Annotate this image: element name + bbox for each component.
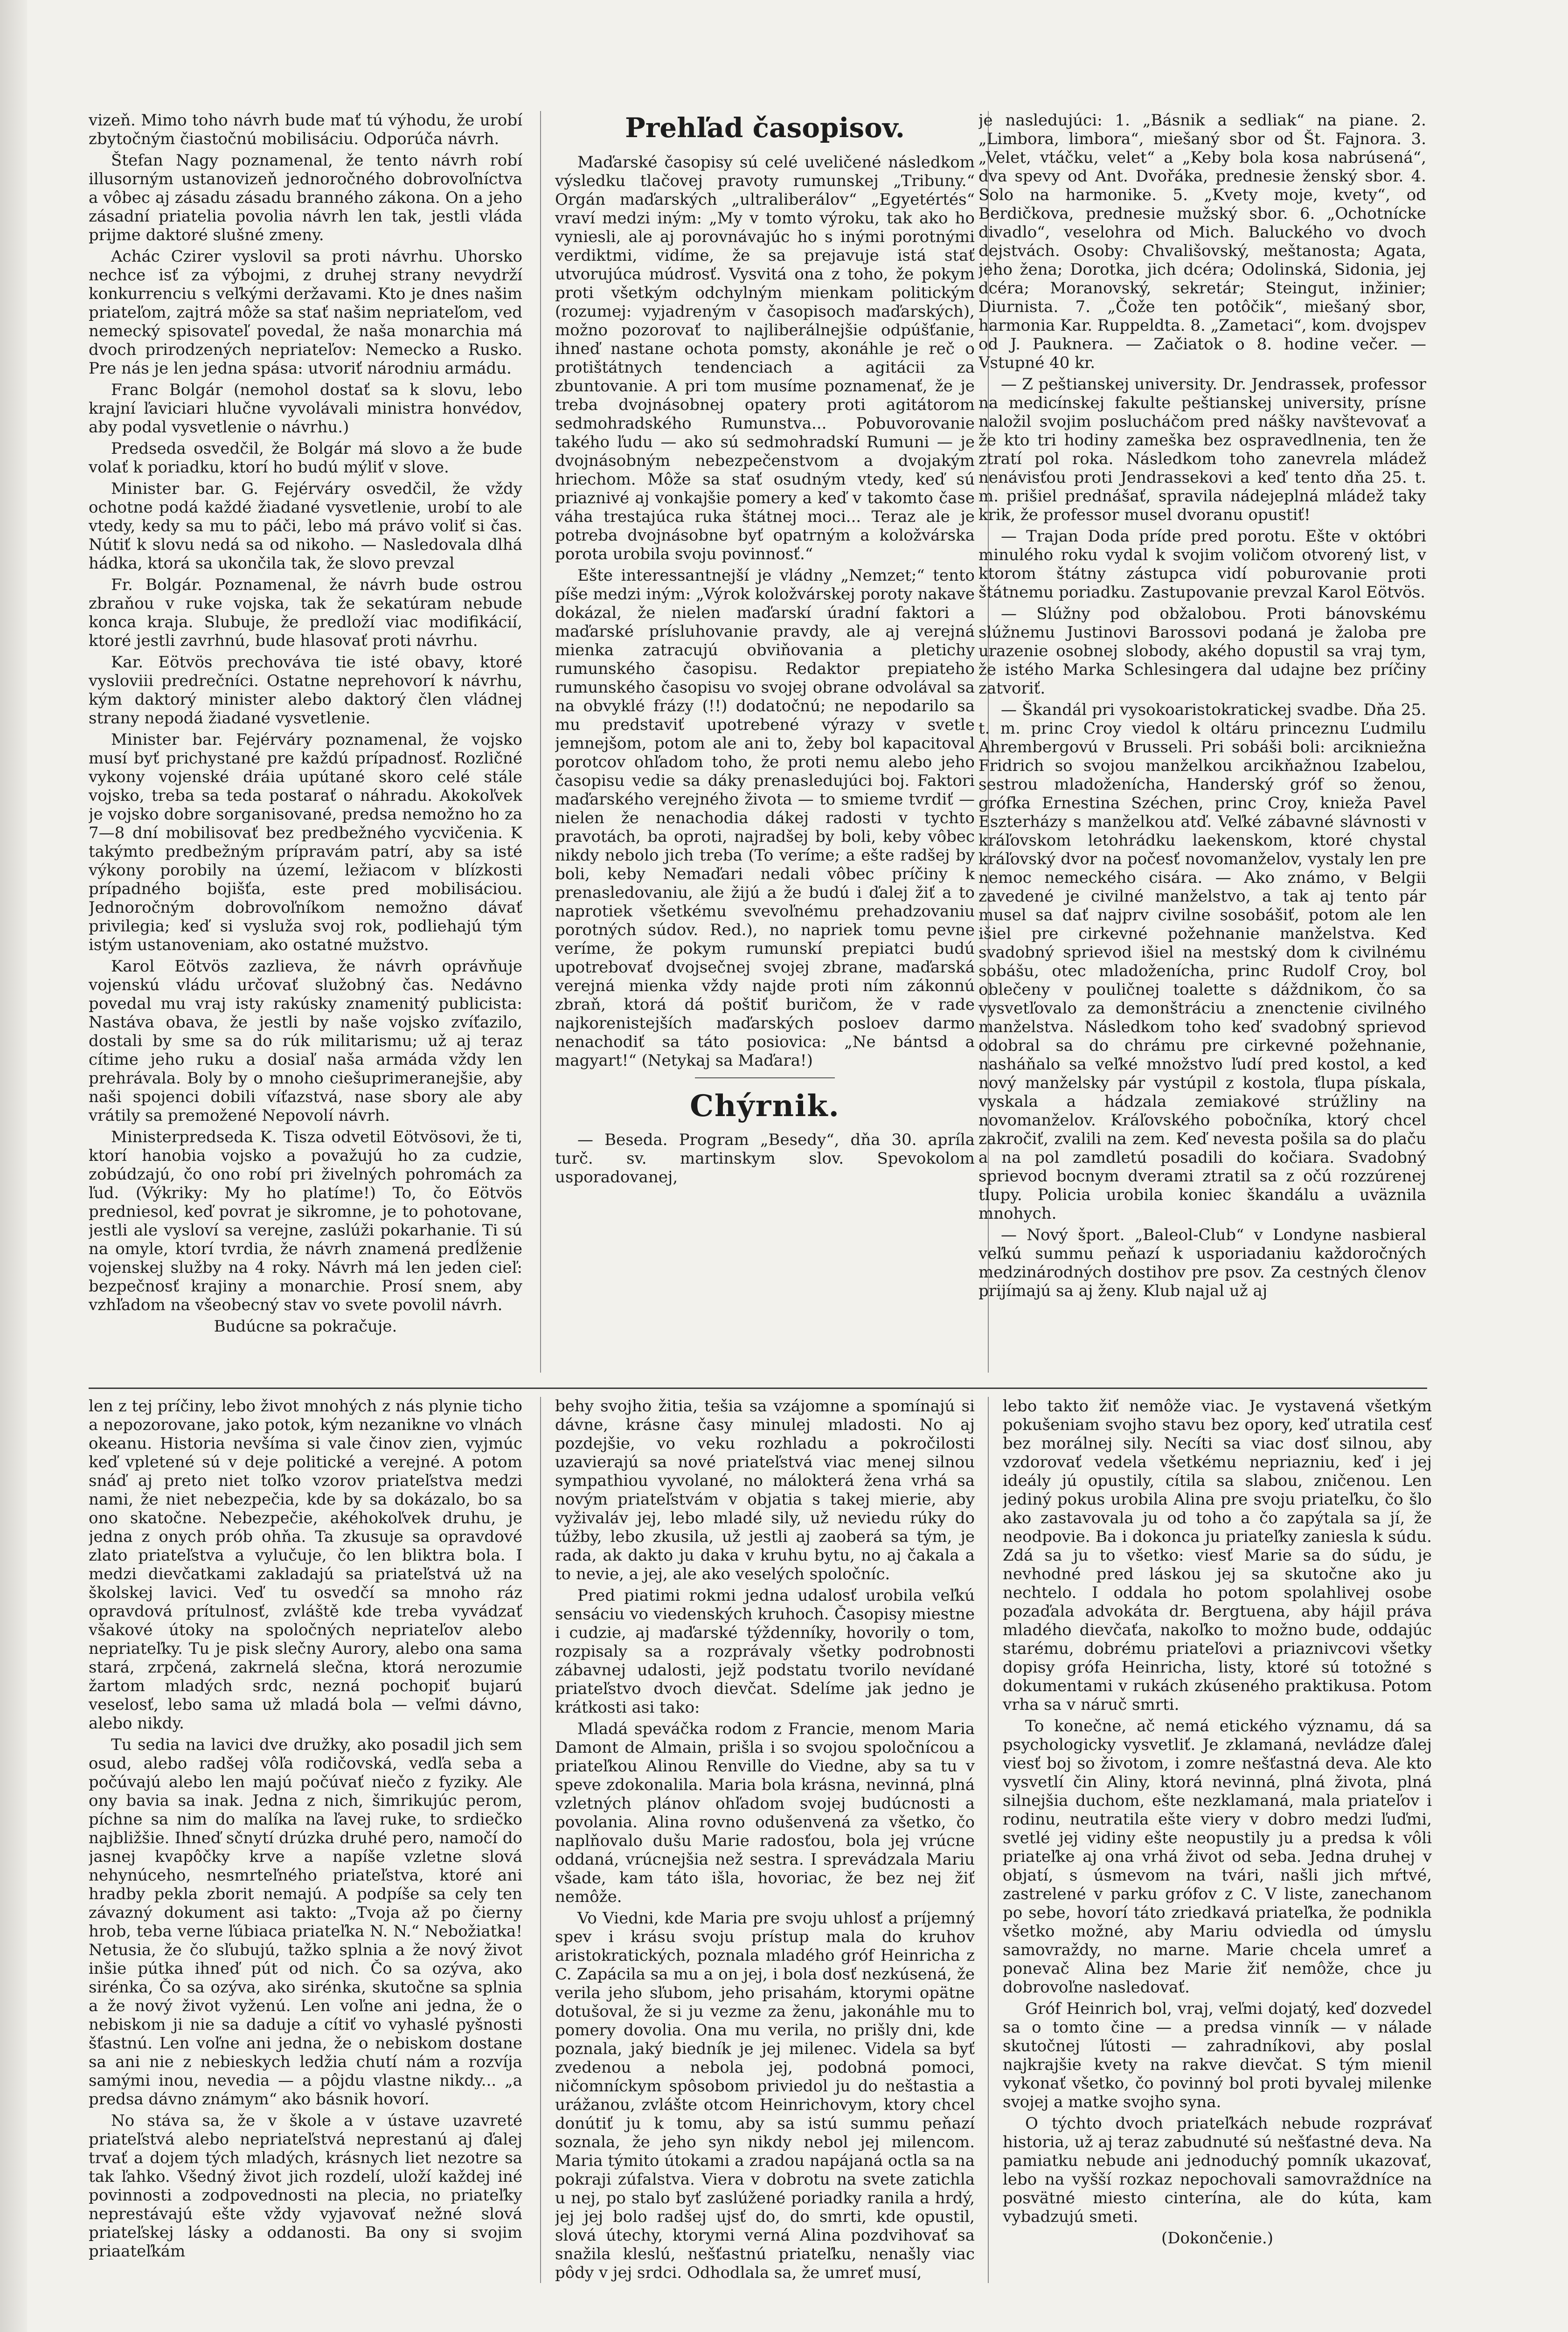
paragraph: Štefan Nagy poznamenal, že tento návrh robí illusorným ustanovizeň jednoročného dobrovoľníctva a vôbec aj zásadu zásadu branného zákona. On a jeho zásadní priatelia povolia návrh len tak, jestli vláda prijme daktoré slušné zmeny. [89,151,522,244]
paragraph: Franc Bolgár (nemohol dostať sa k slovu, lebo krajní ľaviciari hlučne vyvolávali ministra honvédov, aby podal vysvetlenie o návrhu.) [89,381,522,437]
paragraph: Achác Czirer vyslovil sa proti návrhu. Uhorsko nechce isť za výbojmi, z druhej strany nevydrží konkurrenciu s veľkými deržavami. Kto je dnes našim priateľom, zajtrá môže sa stať našim nepriateľom, ved nemecký spisovateľ povedal, že naša monarchia má dvoch prirodzených nepriateľov: Nemecko a Rusko. Pre nás je len jedna spása: utvoriť národniu armádu. [89,247,522,378]
paragraph: lebo takto žiť nemôže viac. Je vystavená všetkým pokušeniam svojho stavu bez opory, keď utratila cesť bez morálnej sily. Necíti sa viac dosť silnou, aby vzdorovať vedela všetkému nepriazniu, keď i jej ideály jú opustily, cítila sa slabou, zničenou. Len jediný pokus urobila Alina pre svoju priateľku, čo šlo ako zastavovala ju od toho a čo zapýtala sa jí, že neodpovie. Ba i dokonca ju priateľky zaniesla k súdu. Zdá sa ju to všetko: viesť Marie sa do súdu, je nevhodné pred láskou jej sa skutočne ako ju nechtelo. I oddala ho potom spolahlivej osobe pozaďala advokáta dr. Bergtuena, aby hájil práva mladého dievčaťa, nakoľko to možno bude, oddajúc starému, dobrému priateľovi a priaznivcovi všetky dopisy grófa Heinricha, listy, ktoré sú totožné s dokumentami v rukách zkúseného praktikusa. Potom vrha sa v náruč smrti. [1003,1397,1432,1714]
paragraph: — Z peštianskej university. Dr. Jendrassek, professor na medicínskej fakulte peštianskej university, prísne naložil svojim poslucháčom pred nášky navštevovať a že kto tri hodiny zameška bez ospravedlnenia, ten že ztratí pol roka. Následkom toho zanevrela mládež nenávisťou proti Jendrassekovi a keď tento dňa 25. t. m. prišiel prednášať, spravila nádejeplná mládež taky krik, že professor musel dvoranu opustiť! [978,375,1426,524]
column-rule [540,111,541,1373]
paragraph: — Beseda. Program „Besedy“, dňa 30. apríla turč. sv. martinskym slov. Spevokolom usporadovanej, [555,1131,975,1187]
paragraph: vizeň. Mimo toho návrh bude mať tú výhodu, že urobí zbytočným čiastočnú mobilisáciu. Odporúča návrh. [89,111,522,148]
paragraph: Pred piatimi rokmi jedna udalosť urobila veľkú sensáciu vo viedenských kruhoch. Časopisy miestne i cudzie, aj maďarské týždenníky, hovorily o tom, rozpisaly sa a rozprávaly všetky podrobnosti zábavnej udalosti, jejž podstatu tvorilo nevídané priateľstvo dvoch dievčat. Sdelíme jak jedno je krátkosti asi tako: [555,1586,975,1717]
column-rule [988,1397,989,2283]
paragraph: — Škandál pri vysokoaristokratickej svadbe. Dňa 25. t. m. princ Croy viedol k oltáru princeznu Ľudmilu Ahrembergovú v Brusseli. Pri sobáši boli: arcikniežna Fridrich so svojou manželkou arcikňažnou Izabelou, sestrou mladoženícha, Handerský gróf so ženou, grófka Ernestina Széchen, princ Croy, knieža Pavel Eszterházy s manželkou atď. Veľké zábavné slávnosti v kráľovskom letohrádku laekenskom, ktoré chystal kráľovský dvor na počesť novomanželov, vystaly len pre nemoc nemeckého cisára. — Ako známo, v Belgii zavedené je civilné manželstvo, a tak aj tento pár musel sa dať najprv civilne sosobášiť, potom ale len išiel pre cirkevné požehnanie manželstva. Keď svadobný sprievod išiel na mestský dom k civilnému sobášu, otec mladoženícha, princ Rudolf Croy, bol oblečeny v pouličnej toalette s dáždnikom, čo sa vysvetľovalo za demonštráciu a znenctenie civilného manželstva. Následkom toho keď svadobný sprievod odobral sa do chrámu pre cirkevné požehnanie, nasháňalo sa veľké množstvo ľudí pred kostol, a keď nový manželsky pár vystúpil z kostola, ťlupa pískala, vyskala a hádzala zemiakové strúžliny na novomanželov. Kráľovského pobočníka, ktorý chcel zakročiť, zvalili na zem. Keď nevesta pošila sa do plaču a na pol zamdletú posadili do kočiara. Svadobný sprievod bocnym dverami ztratil sa z očú rozzúrenej tlupy. Policia urobila koniec škandálu a uväznila mnohych. [978,701,1426,1223]
scan-edge [0,0,27,2332]
paragraph: behy svojho žitia, tešia sa vzájomne a spomínajú si dávne, krásne časy minulej mladosti. No aj pozdejšie, vo veku rozhladu a pokročilosti uzavierajú sa nové priateľstvá viac menej silnou sympathiou vyvolané, no málokterá žena vrhá sa novým priateľstvám v objatia s takej mierie, aby vyživaláv jej, lebo mladé sily, už neviedu rúky do túžby, lebo zkusila, už jestli aj zaoberá sa tým, je rada, ak dakto ju daka v kruhu bytu, no aj čakala a to nevie, a jej, ale ako veselých spoločníc. [555,1397,975,1583]
section-divider [695,1077,835,1078]
paragraph: Budúcne sa pokračuje. [214,1317,397,1336]
paragraph: Maďarské časopisy sú celé uveličené následkom výsledku tlačovej pravoty rumunskej „Tribuny.“ Orgán maďarských „ultraliberálov“ „Egyetértés“ vraví medzi iným: „My v tomto výroku, tak ako ho vyniesli, ale aj porovnávajúc ho s inými porotnými verdiktmi, vidíme, že sa prejavuje istá stať utvorujúca múdrosť. Vysvitá ona z toho, že pokym proti všetkým odchylným mienkam politickým (rozumej: vyjadreným v časopisoch maďarských), možno pozorovať to najliberálnejšie odpúšťanie, ihneď nastane ochota pomsty, akonáhle je reč o protištátnych tendenciach a agitácii za zbuntovanie. A pri tom musíme poznamenať, že je treba dvojnásobnej opatery proti agitátorom sedmohradského Rumunstva... Pobuvorovanie takého ľudu — ako sú sedmohradskí Rumuni — je dvojnásobným nebezpečenstvom a dvojakým hriechom. Môže sa stať osudným vtedy, keď sú priaznivé aj vonkajšie pomery a keď v takomto čase váha trestajúca ruka štátnej moci... Teraz ale je potreba dvojnásobne byť opatrným a koložvárska porota urobila svoju povinnosť.“ [555,153,975,563]
paragraph: Kar. Eötvös prechováva tie isté obavy, ktoré vysloviii predrečníci. Ostatne neprehovorí k návrhu, kým daktorý minister alebo daktorý člen vládnej strany nepodá žiadané vysvetlenie. [89,653,522,728]
parliament-report-column [89,111,522,1373]
paragraph: No stáva sa, že v škole a v ústave uzavreté priateľstvá alebo nepriateľstvá neprestanú aj ďalej trvať a dojem tých mladých, krásnych liet nezotre sa tak ľahko. Všedný život jich rozdelí, uloží každej iné povinnosti a zodpovednosti na plecia, no priateľky neprestávajú ešte vždy vyjavovať nežné slová priateľskej lásky a oddanosti. Ba ony si svojim priaateľkám [89,2111,522,2261]
paragraph: O týchto dvoch priateľkách nebude rozprávať historia, už aj teraz zabudnuté sú nešťastné deva. Na pamiatku nebude ani jednoduchý pomník ukazovať, lebo na vyšší rozkaz nepochovali samovraždníce na posvätné miesto cinterína, ale do kúta, kam vybadzujú smeti. [1003,2114,1432,2226]
feuilleton-column-2 [555,1397,975,2283]
paragraph: Tu sedia na lavici dve družky, ako posadil jich sem osud, alebo radšej vôľa rodičovská, vedľa seba a počúvajú alebo len majú počúvať niečo z fyziky. Ale ony bavia sa inak. Jedna z nich, šimrikujúc perom, píchne sa nim do malíka na ľavej ruke, to srdiečko najbližšie. Ihneď sčnytí drúzka druhé pero, namočí do jasnej kvapôčky krve a napíše vzletne slová nehynúceho, nesmrteľného priateľstva, ktoré ani hradby pekla zborit nemajú. A podpíše sa cely ten závazný dokument asi takto: „Tvoja až po čierny hrob, teba verne ľúbiaca priateľka N. N.“ Nebožiatka! Netusia, že čo sľubujú, tažko splnia a že nový život inšie pútka ihneď pút od nich. Čo sa ozýva, ako sirénka, Čo sa ozýva, ako sirénka, skutočne sa splnia a že nový život vyženú. Len voľne ani jedna, že o nebiskom ji nie sa daduje a cítiť vo vyhaslé pyšnosti šťastnú. Len voľne ani jedna, že o nebiskom dostane sa ani nie z nebieskych ledžia chutí nám a rozvíja samými inou, nevedia — a pôjdu vlastne nikdy... „a predsa dávno známym“ ako básnik hovorí. [89,1735,522,2109]
paragraph: Vo Viedni, kde Maria pre svoju uhlosť a príjemný spev i krásu svoju prístup mala do kruhov aristokratických, poznala mladého gróf Heinricha z C. Zapácila sa mu a on jej, i bola dosť nezkúsená, že verila jeho sľubom, jeho prisahám, ktorymi opätne dotušoval, že si ju vezme za ženu, jakonáhle mu to pomery dovolia. Ona mu verila, no prišly dni, kde poznala, jaký biedník je jej milenec. Videla sa byť zvedenou a nebola jej, podobná pomoci, ničomníckym spôsobom priviedol ju do neštastia a urážanou, zvlášte otcom Heinrichovym, ktory chcel donútiť ju k tomu, aby sa istú summu peňazí soznala, že jeho syn nikdy nebol jej milencom. Maria týmito útokami a zradou napájaná octla sa na pokraji zúfalstva. Viera v dobrotu na svete zatichla u nej, po stalo byť zaslúžené poriadky ranila a hrdý, jej jej bolo radšej ujsť do, do smrti, kde opustil, slová útechy, ktorymi verná Alina pozdvihovať sa snažila kleslú, nešťastnú priateľku, nenašly viac pôdy v jej srdci. Odhodlala sa, že umreť musí, [555,1909,975,2282]
news-start [555,1131,975,1187]
feuilleton-separator [89,1388,1427,1389]
paragraph: je nasledujúci: 1. „Básnik a sedliak“ na piane. 2. „Limbora, limbora“, miešaný sbor od Št. Fajnora. 3. „Velet, vtáčku, velet“ a „Keby bola kosa nabrúsená“, dva spevy od Ant. Dvořáka, prednesie ženský sbor. 4. Solo na harmonike. 5. „Kvety moje, kvety“, od Berdičkova, prednesie mužský sbor. 6. „Ochotnícke divadlo“, veselohra od Mich. Baluckého vo dvoch dejstvách. Osoby: Chvališovský, meštanosta; Agata, jeho žena; Dorotka, jich dcéra; Odolinská, Sidonia, jej dcéra; Moranovský, sekretár; Steingut, inžinier; Diurnista. 7. „Čože ten potôčik“, miešaný sbor, harmonia Kar. Ruppeldta. 8. „Zametaci“, kom. dvojspev od J. Pauknera. — Začiatok o 8. hodine večer. — Vstupné 40 kr. [978,111,1426,372]
paragraph: Minister bar. Fejérváry poznamenal, že vojsko musí byť prichystané pre každú prípadnosť. Rozličné vykony vojenské dráia upútané skoro celé stále vojsko, treba sa teda postarať o náhradu. Akokoľvek je vojsko dobre sorganisované, predsa nemožno ho za 7—8 dní mobilisovať bez predbežného vycvičenia. K takýmto predbežným prípravám patrí, aby sa isté výkony porobily na území, ležiacom v blízkosti prípadného bojišťa, este pred mobilisáciou. Jednoročným dobrovoľníkom nemožno dávať privilegia; keď si vysluža svoj rok, podliehajú tým istým ustanoveniam, ako ostatné mužstvo. [89,730,522,954]
periodicals-heading: Prehľad časopisov. [625,112,905,144]
paragraph: Ešte interessantnejší je vládny „Nemzet;“ tento píše medzi iným: „Výrok koložvárskej poroty nakave dokázal, že nielen maďarskí úradní faktori a maďarské prísluhovanie pravdy, ale aj verejná mienka zatracujú obviňovania a pletichy rumunského časopisu. Redaktor prepiateho rumunského časopisu vo svojej obrane odvolával sa na obvyklé frázy (!!) dodatočnú; ne nepodarilo sa mu predstaviť upotrebené výrazy v svetle jemnejšom, potom ale ani to, žeby bol kapacitoval porotcov ohľadom toho, že proti nemu alebo jeho časopisu vedie sa dáky prenasledujúci boj. Faktori maďarského verejného života — to smieme tvrdiť — nielen že nenachodia dákej radosti v tychto pravotách, ba oproti, najradšej by boli, keby vôbec nikdy nebolo jich treba (To veríme; a ešte radšej by boli, keby Nemaďari nedali vôbec príčiny k prenasledovaniu, ale žijú a že budú i ďalej žiť a to naprotiek všetkému svevoľnému prehadzovaniu porotných súdov. Red.), no napriek tomu pevne veríme, že pokym rumunskí prepiatci budú upotrebovať dvojsečnej svojej zbrane, maďarská verejná mienka vždy najde proti ním zákonnú zbraň, ktorá dá poštiť buričom, že v rade najkorenistejších maďarských posloev darmo nenachodiť sa táto posiovica: „Ne bántsd a magyart!“ (Netykaj sa Maďara!) [555,566,975,1070]
paragraph: — Slúžny pod obžalobou. Proti bánovskému slúžnemu Justinovi Barossovi podaná je žaloba pre urazenie osobnej slobody, akého dopustil sa vraj tym, že istého Marka Schlesingera dal udajne bez príčiny zatvoriť. [978,604,1426,698]
paragraph: len z tej príčiny, lebo život mnohých z nás plynie ticho a nepozorovane, jako potok, kým nezanikne vo vlnách okeanu. Historia nevšíma si vale činov zien, vyjmúc keď vpletené sú v deje politické a verejné. A potom snáď aj preto niet toľko vzorov priateľstva medzi nami, že niet nebezpečia, kde by sa dokázalo, bo sa ono skatočne. Nebezpečie, akéhokoľvek druhu, je jedna z onych prób ohňa. Ta zkusuje sa opravdové zlato priateľstva a vylučuje, čo len bliktra bola. I medzi dievčatkami zakladajú sa priateľstvá už na školskej lavici. Veď tu osvedčí sa mnoho ráz opravdová prítulnosť, zvláště kde treba vyvádzať všakové útoky na spoločných nepriateľov alebo nepriateľky. Tu je pisk slečny Aurory, alebo ona sama stará, zrpčená, zakrnelá slečna, ktorá nerozumie žartom mladých srdc, nezná pochopiť bujarú veselosť, lebo sama už mladá bola — veľmi dávno, alebo nikdy. [89,1397,522,1733]
periodicals-review-column [555,111,975,1373]
periodicals-body [555,153,975,1070]
paragraph: Minister bar. G. Fejérváry osvedčil, že vždy ochotne podá každé žiadané vysvetlenie, urobí to ale vtedy, kedy sa mu to páči, lebo má právo voliť si čas. Nútiť k slovu nedá sa od nikoho. — Nasledovala dlhá hádka, ktorá sa ukončila tak, že slovo prevzal [89,479,522,573]
paragraph: Karol Eötvös zazlieva, že návrh oprávňuje vojenskú vládu určovať služobný čas. Nedávno povedal mu vraj isty rakúsky znamenitý publicista: Nastáva obava, že jestli by naše vojsko zvíťazilo, dostali by sme sa do rúk militarismu; už aj teraz cítime jeho ruku a dosiaľ naša armáda vždy len prehrávala. Boly by o mnoho ciešuprimeranejšie, aby naši spojenci dobili víťazstvá, nase sbory ale aby vrátily sa premožené Nepovolí návrh. [89,957,522,1125]
paragraph: Gróf Heinrich bol, vraj, veľmi dojatý, keď dozvedel sa o tomto čine — a predsa vinník — v nálade skutočnej ľútosti — zahradníkovi, aby poslal najkrajšie kvety na rakve dievčat. S tým mienil vykonať všetko, čo povinný bol proti byvalej milenke svojej a matke svojho syna. [1003,1999,1432,2111]
paragraph: To konečne, ač nemá etického významu, dá sa psychologicky vysvetliť. Je zklamaná, nevládze ďalej viesť boj so životom, i zomre nešťastná deva. Ale kto vysvetlí čin Aliny, ktorá nevinná, plná života, plná silnejšia duchom, ešte nezklamaná, mala priateľov i rodinu, neutratila ešte viery v dobro medzi ľuďmi, svetlé jej vidiny ešte neopustily ju a predsa k vôli priateľke aj ona vrhá život od seba. Jedna druhej v objatí, s úsmevom na tvári, našli jich mŕtvé, zastrelené v parku grófov z C. V liste, zanechanom po sebe, hovorí táto zriedkavá priateľka, že podnikla všetko možné, aby Mariu odviedla od úmyslu samovraždy, no marne. Marie chcela umreť a ponevač Alina bez Marie žiť nemôže, chce ju dobrovoľne nasledovať. [1003,1717,1432,1997]
feuilleton-column-1 [89,1397,522,2283]
paragraph: (Dokončenie.) [1161,2229,1274,2248]
column-rule [540,1397,541,2283]
paragraph: — Nový šport. „Baleol-Club“ v Londyne nasbieral veľkú summu peňazí k usporiadaniu každoročných medzinárodných dostihov pre psov. Za cestných členov prijímajú sa aj ženy. Klub najal už aj [978,1226,1426,1300]
paragraph: Predseda osvedčil, že Bolgár má slovo a že bude volať k poriadku, ktorí ho budú mýliť v slove. [89,439,522,477]
news-heading: Chýrnik. [690,1089,840,1124]
news-column [978,111,1426,1373]
paragraph: — Trajan Doda príde pred porotu. Ešte v októbri minulého roku vydal k svojim voličom otvorený list, v ktorom štátny zástupca vidí poburovanie proti štátnemu poriadku. Zastupovanie prevzal Karol Eötvös. [978,527,1426,602]
feuilleton-column-3 [1003,1397,1432,2283]
paragraph: Mladá speváčka rodom z Francie, menom Maria Damont de Almain, prišla i so svojou spoločnícou a priateľkou Alinou Renville do Viedne, aby sa tu v speve zdokonalila. Maria bola krásna, nevinná, plná vzletných plánov ohľadom svojej budúcnosti a povolania. Alina rovno odušenvená za všetko, čo naplňovalo dušu Marie radosťou, bola jej vrúcne oddaná, vrúcnejšia než sestra. I sprevádzala Mariu všade, kam táto išla, hovoriac, že bez nej žiť nemôže. [555,1720,975,1906]
paragraph: Fr. Bolgár. Poznamenal, že návrh bude ostrou zbraňou v ruke vojska, tak že sekatúram nebude konca kraja. Slubuje, že predloží viac modifikácií, ktoré jestli zavrhnú, bude hlasovať proti návrhu. [89,576,522,650]
paragraph: Ministerpredseda K. Tisza odvetil Eötvösovi, že ti, ktorí hanobia vojsko a považujú ho za cudzie, zobúdzajú, čo ono robí pri živelných pohromách za ľud. (Výkriky: My ho platíme!) To, čo Eötvös predniesol, keď povrat je sikromne, je to pohotovane, jestli ale vysloví sa verejne, zaslúži pokarhanie. Ti sú na omyle, ktorí tvrdia, že návrh znamená predĺženie vojenskej služby na 4 roky. Návrh má len jeden cieľ: bezpečnosť krajiny a monarchie. Prosí snem, aby vzhľadom na všeobecný stav vo svete povolil návrh. [89,1128,522,1314]
